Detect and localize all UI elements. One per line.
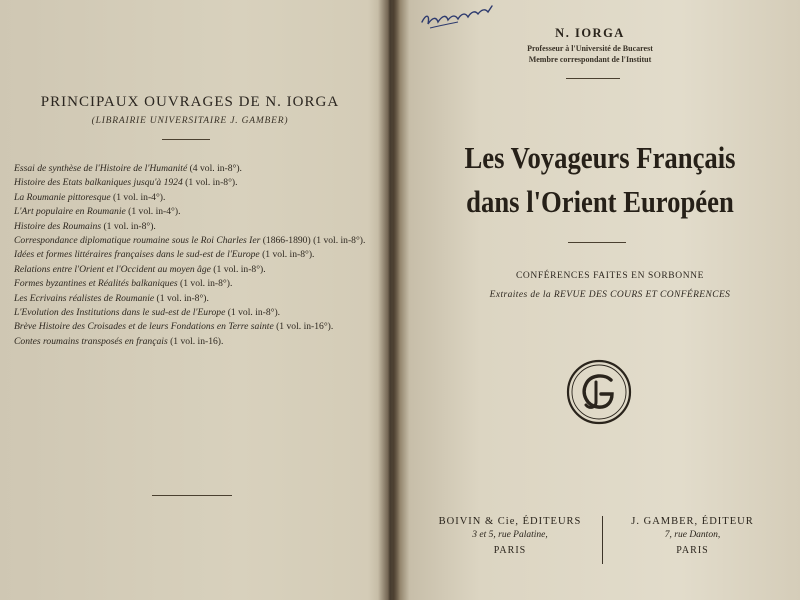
work-item [14,306,366,320]
right-page [394,0,800,600]
publisher-boivin [420,516,600,556]
work-item [14,191,366,205]
work-title: Les Ecrivains réalistes de Roumanie [14,292,155,304]
work-detail: (1 vol. in-16°). [273,321,334,333]
work-detail: (1866-1890) (1 vol. in-8°). [260,235,366,247]
works-list-subtitle: (LIBRAIRIE UNIVERSITAIRE J. GAMBER) [91,116,289,126]
work-title: Brève Histoire des Croisades et de leurs Fondations en Terre sainte [14,321,274,333]
work-detail: (1 vol. in-16). [167,335,224,347]
publisher-city: PARIS [493,545,527,556]
work-detail: (1 vol. in-8°). [101,220,156,232]
divider-rule [566,78,620,79]
work-detail: (1 vol. in-4°). [110,191,166,203]
publisher-emblem-icon [565,358,633,426]
publisher-divider [602,516,603,564]
divider-rule [152,495,232,496]
author-role-line: Professeur à l'Université de Bucarest [527,44,653,53]
work-item [14,248,366,262]
work-detail: (1 vol. in-8°). [210,263,266,275]
publisher-name: BOIVIN & Cie, ÉDITEURS [438,516,582,527]
work-title: Contes roumains transposés en français [14,335,168,347]
work-title: Histoire des Etats balkaniques jusqu'à 1924 [14,177,183,189]
works-list-title: PRINCIPAUX OUVRAGES DE N. IORGA [40,94,340,110]
author-name: N. IORGA [555,26,625,40]
work-title: Relations entre l'Orient et l'Occident au moyen âge [14,263,211,275]
work-title: L'Art populaire en Roumanie [14,206,126,218]
work-item [14,320,366,334]
author-role-line: Membre correspondant de l'Institut [528,54,652,64]
publisher-address: 7, rue Danton, [664,530,721,540]
work-detail: (1 vol. in-8°). [225,307,281,319]
extraites-source: REVUE DES COURS ET CONFÉRENCES [553,290,731,300]
work-detail: (1 vol. in-8°). [259,249,315,261]
work-item [14,335,366,349]
work-title: Essai de synthèse de l'Histoire de l'Humanité [14,163,188,174]
book-title-line: dans l'Orient Européen [466,184,734,219]
work-title: Formes byzantines et Réalités balkaniques [14,278,178,290]
publisher-city: PARIS [676,545,709,556]
work-item [14,292,366,306]
extraites-prefix: Extraites de la [489,290,554,300]
work-item [14,277,366,291]
work-item [14,176,366,190]
works-list [14,162,366,349]
divider-rule [568,242,626,243]
work-item [14,162,366,176]
work-item [14,263,366,277]
work-item [14,205,366,219]
work-title: Histoire des Roumains [14,220,102,232]
work-detail: (1 vol. in-8°). [182,177,238,189]
work-title: La Roumanie pittoresque [14,191,111,203]
divider-rule [162,139,210,140]
work-detail: (1 vol. in-8°). [177,278,233,290]
book-title-line: Les Voyageurs Français [464,140,736,175]
conferences-line: CONFÉRENCES FAITES EN SORBONNE [515,271,705,281]
book-title [428,136,772,224]
publisher-gamber [605,516,780,556]
extraites-line [420,290,800,300]
publisher-name: J. GAMBER, ÉDITEUR [631,516,754,527]
work-title: Idées et formes littéraires françaises dans le sud-est de l'Europe [14,249,260,261]
work-title: Correspondance diplomatique roumaine sous le Roi Charles Ier [14,235,261,247]
publisher-address: 3 et 5, rue Palatine, [472,530,548,540]
work-detail: (1 vol. in-8°). [154,292,209,304]
work-item [14,234,366,248]
work-title: L'Evolution des Institutions dans le sud-est de l'Europe [14,307,226,319]
work-item [14,220,366,234]
author-role [450,44,730,65]
work-detail: (4 vol. in-8°). [187,163,242,174]
work-detail: (1 vol. in-4°). [125,206,181,218]
